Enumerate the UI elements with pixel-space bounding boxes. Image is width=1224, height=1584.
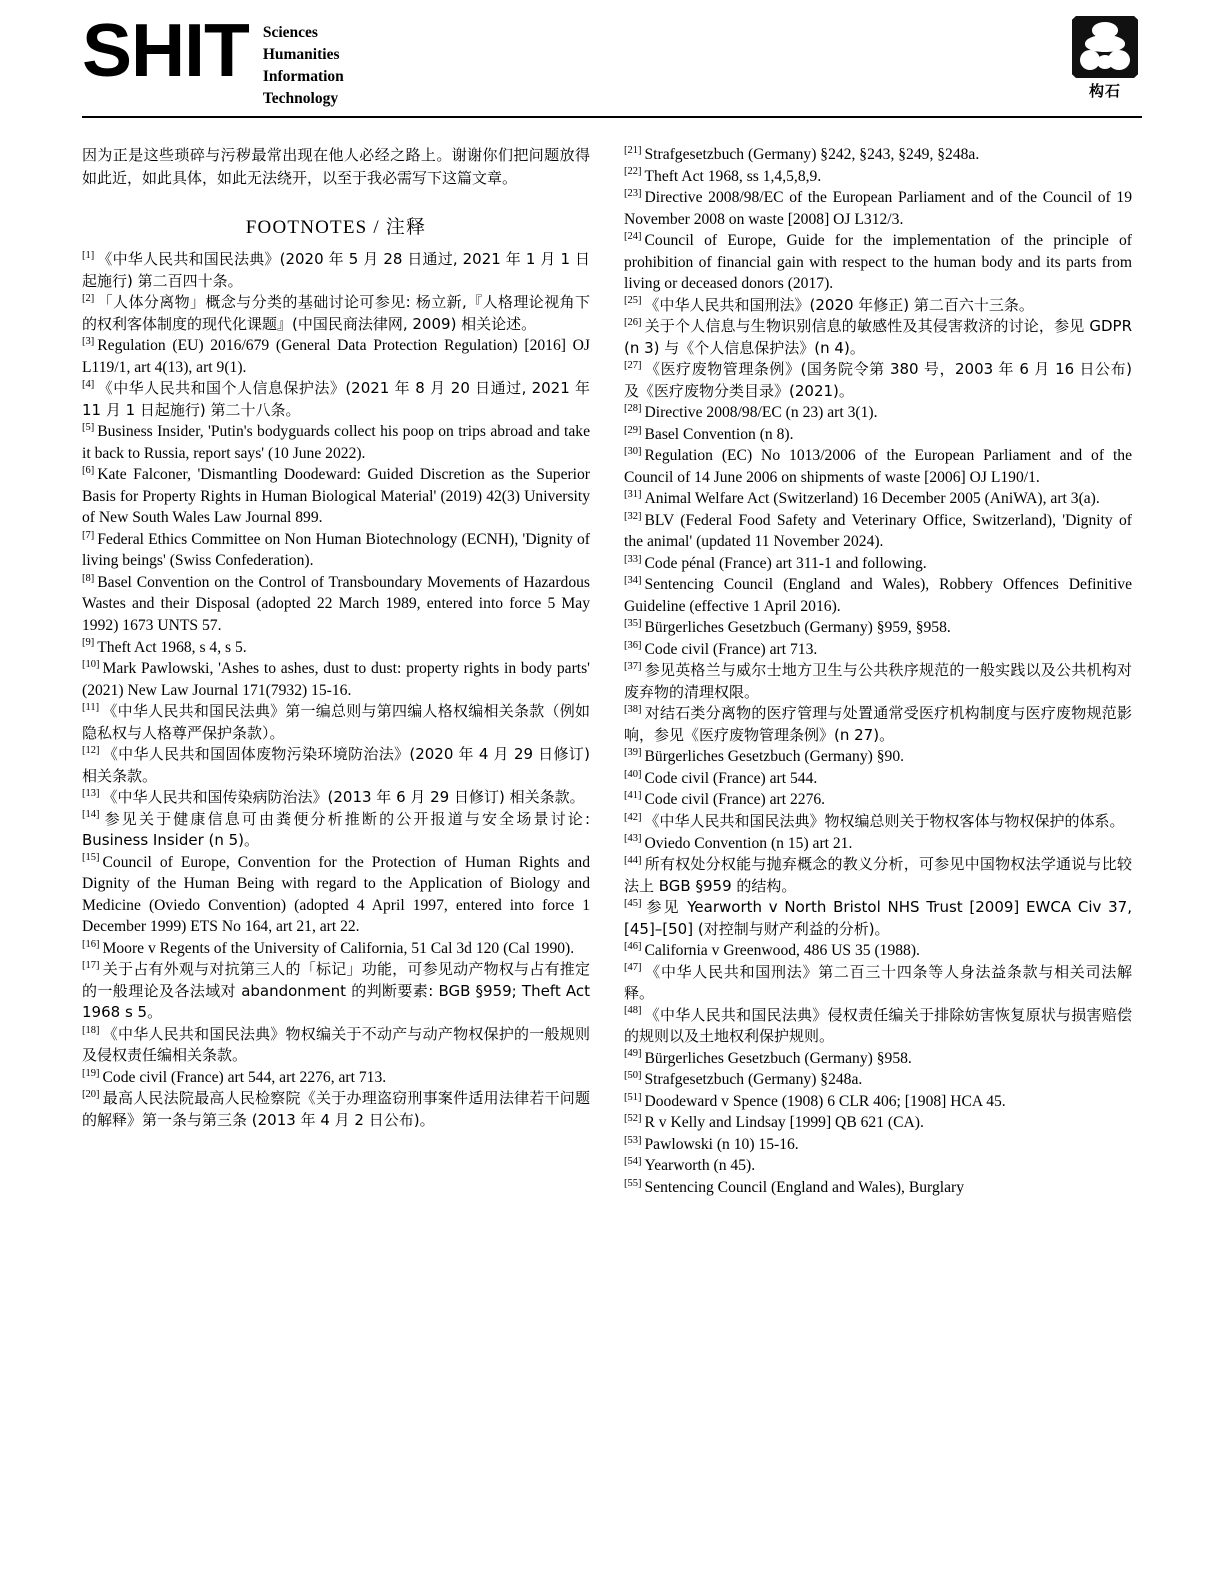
footnote-text: R v Kelly and Lindsay [1999] QB 621 (CA). [644,1114,924,1132]
footnote-item [624,359,1132,402]
footnote-item [624,854,1132,897]
footnote-text: 《中华人民共和国民法典》(2020 年 5 月 28 日通过, 2021 年 1 月 1 日起施行) 第二百四十条。 [82,250,590,290]
logo [1068,16,1142,101]
footnote-item [82,421,590,464]
footnote-text: Moore v Regents of the University of California, 51 Cal 3d 120 (Cal 1990). [102,939,575,957]
footnote-item [82,658,590,701]
footnote-item [624,424,1132,446]
footnote-marker: [6] [82,465,95,477]
footnote-item [624,553,1132,575]
footnote-marker: [11] [82,701,100,713]
footnote-item [82,378,590,421]
footnote-text: 参见 Yearworth v North Bristol NHS Trust [2009] EWCA Civ 37, [45]–[50] (对控制与财产利益的分析)。 [624,898,1132,938]
footnote-text: Sentencing Council (England and Wales), Robbery Offences Definitive Guideline (effective 1 April 2016). [624,576,1132,615]
footnote-text: Sentencing Council (England and Wales), Burglary [644,1178,965,1196]
footnote-marker: [4] [82,379,95,391]
footnote-item [624,1155,1132,1177]
footnote-text: Strafgesetzbuch (Germany) §248a. [644,1071,863,1089]
footnote-marker: [46] [624,940,642,952]
poop-stack-icon [1072,16,1138,78]
footnote-marker: [2] [82,293,95,305]
footnote-marker: [55] [624,1177,642,1189]
footnote-item [624,833,1132,855]
footnote-text: Code civil (France) art 2276. [644,791,826,809]
footnote-item [624,1177,1132,1199]
footnote-item [624,187,1132,230]
footnote-item [624,768,1132,790]
footnote-item [82,529,590,572]
footnote-marker: [18] [82,1024,100,1036]
footnote-marker: [8] [82,572,95,584]
brand [82,8,344,110]
footnote-text: 《中华人民共和国固体废物污染环境防治法》(2020 年 4 月 29 日修订) 相关条款。 [82,745,590,785]
footnote-item [82,701,590,744]
footnote-item [82,249,590,292]
footnote-marker: [27] [624,359,642,371]
footnote-text: 「人体分离物」概念与分类的基础讨论可参见: 杨立新,『人格理论视角下的权利客体制度的现代化课题』(中国民商法律网, 2009) 相关论述。 [82,293,590,333]
footnote-marker: [48] [624,1005,642,1017]
footnote-text: 对结石类分离物的医疗管理与处置通常受医疗机构制度与医疗废物规范影响，参见《医疗废物管理条例》(n 27)。 [624,704,1132,744]
footnote-item [624,897,1132,940]
footnote-item [82,292,590,335]
footnote-item [624,166,1132,188]
footnote-marker: [23] [624,187,642,199]
footnote-marker: [43] [624,833,642,845]
footnote-text: Code civil (France) art 544. [644,769,818,787]
footnote-item [624,1005,1132,1048]
footnote-item [82,464,590,529]
footnote-item [82,852,590,938]
footnote-marker: [32] [624,510,642,522]
footnote-item [624,660,1132,703]
footnote-text: 所有权处分权能与抛弃概念的教义分析，可参见中国物权法学通说与比较法上 BGB §959 的结构。 [624,855,1132,895]
footnote-item [82,1024,590,1067]
footnote-marker: [17] [82,960,100,972]
footnote-text: Doodeward v Spence (1908) 6 CLR 406; [1908] HCA 45. [644,1092,1006,1110]
footnote-marker: [36] [624,639,642,651]
footnote-text: 《中华人民共和国刑法》第二百三十四条等人身法益条款与相关司法解释。 [624,962,1132,1003]
footnote-text: 《中华人民共和国民法典》物权编关于不动产与动产物权保护的一般规则及侵权责任编相关条款。 [82,1024,590,1065]
footnote-marker: [21] [624,144,642,156]
footnote-marker: [53] [624,1134,642,1146]
footnote-text: Animal Welfare Act (Switzerland) 16 December 2005 (AniWA), art 3(a). [644,490,1100,508]
footnote-marker: [22] [624,166,642,178]
footnote-marker: [42] [624,811,642,823]
footnote-item [624,402,1132,424]
footnote-item [624,940,1132,962]
footnote-item [624,703,1132,746]
footnote-marker: [35] [624,618,642,630]
footnote-item [624,1069,1132,1091]
footnote-text: 参见英格兰与威尔士地方卫生与公共秩序规范的一般实践以及公共机构对废弃物的清理权限。 [624,661,1132,701]
footnote-marker: [52] [624,1113,642,1125]
footnote-marker: [5] [82,422,95,434]
footnote-text: Regulation (EC) No 1013/2006 of the European Parliament and of the Council of 14 June 2006 on shipments of waste [2006] OJ L190/1. [624,447,1132,486]
footnote-text: 关于个人信息与生物识别信息的敏感性及其侵害救济的讨论，参见 GDPR (n 3) 与《个人信息保护法》(n 4)。 [624,317,1132,357]
footnote-text: Council of Europe, Guide for the implementation of the principle of prohibition of financial gain with respect to the human body and its parts from living or deceased donors (2017). [624,232,1132,293]
footnote-text: Oviedo Convention (n 15) art 21. [644,834,853,852]
footnote-marker: [31] [624,489,642,501]
footnote-marker: [10] [82,658,100,670]
footnote-text: Theft Act 1968, ss 1,4,5,8,9. [644,167,822,185]
footnote-item [82,335,590,378]
footnote-marker: [47] [624,962,642,974]
footnote-marker: [33] [624,553,642,565]
right-footnote-list [624,144,1132,1198]
footnote-item [624,1112,1132,1134]
footnotes-heading: FOOTNOTES / 注释 [245,217,427,238]
footnote-item [82,1067,590,1089]
footnote-text: Code pénal (France) art 311-1 and following. [644,554,927,572]
brand-word-technology: Technology [262,90,339,107]
footnote-marker: [13] [82,787,100,799]
footnote-marker: [30] [624,446,642,458]
footnote-text: California v Greenwood, 486 US 35 (1988). [644,942,920,960]
footnote-marker: [26] [624,316,642,328]
footnote-text: Basel Convention (n 8). [644,425,794,443]
footnote-text: 《中华人民共和国个人信息保护法》(2021 年 8 月 20 日通过, 2021 年 11 月 1 日起施行) 第二十八条。 [82,379,590,419]
left-footnote-list [82,249,590,1131]
footnote-item [624,316,1132,359]
footnote-marker: [16] [82,938,100,950]
footnote-item [624,617,1132,639]
footnote-marker: [34] [624,575,642,587]
brand-title: SHIT [82,8,249,92]
footnote-marker: [28] [624,403,642,414]
footnote-item [82,572,590,637]
footnote-item [624,789,1132,811]
footnote-item [624,1091,1132,1113]
footnote-text: Business Insider, 'Putin's bodyguards collect his poop on trips abroad and take it back to Russia, report says' (10 June 2022). [82,423,590,462]
footnote-marker: [12] [82,744,100,756]
footnote-text: Mark Pawlowski, 'Ashes to ashes, dust to dust: property rights in body parts' (2021) New Law Journal 171(7932) 15-16. [82,660,590,699]
footnote-marker: [24] [624,230,642,242]
right-column [624,144,1132,1198]
footnote-item [624,1134,1132,1156]
footnote-text: 《中华人民共和国民法典》侵权责任编关于排除妨害恢复原状与损害赔偿的规则以及土地权利保护规则。 [624,1005,1132,1046]
footnote-item [624,811,1132,833]
brand-words [263,16,344,110]
footnote-item [82,809,590,852]
footnote-marker: [54] [624,1156,642,1168]
brand-word-information: Information [262,68,344,85]
footnote-text: Basel Convention on the Control of Transboundary Movements of Hazardous Wastes and their Disposal (adopted 22 March 1989, entered into force 5 May 1992) 1673 UNTS 57. [82,573,590,634]
footnote-item [82,1088,590,1131]
footnote-text: Bürgerliches Gesetzbuch (Germany) §90. [644,748,905,766]
brand-word-humanities: Humanities [262,46,340,63]
footnote-item [624,295,1132,317]
footnote-text: 参见关于健康信息可由粪便分析推断的公开报道与安全场景讨论: Business Insider (n 5)。 [82,809,590,850]
footnote-marker: [7] [82,529,95,541]
footnote-text: Directive 2008/98/EC (n 23) art 3(1). [644,404,878,422]
footnote-marker: [15] [82,852,100,864]
footnote-marker: [19] [82,1067,100,1079]
footnote-marker: [44] [624,854,642,866]
footnote-item [624,962,1132,1005]
footnote-text: 《中华人民共和国民法典》第一编总则与第四编人格权编相关条款（例如隐私权与人格尊严保护条款）。 [82,702,590,742]
footnote-marker: [14] [82,809,100,821]
footnote-item [82,744,590,787]
footnote-text: Federal Ethics Committee on Non Human Biotechnology (ECNH), 'Dignity of living beings' (Swiss Confederation). [82,530,590,570]
footnote-text: 《中华人民共和国传染病防治法》(2013 年 6 月 29 日修订) 相关条款。 [102,788,585,807]
footnote-item [624,510,1132,553]
logo-caption: 构石 [1088,82,1121,100]
footnote-text: BLV (Federal Food Safety and Veterinary Office, Switzerland), 'Dignity of the animal' (updated 11 November 2024). [624,511,1132,551]
footnote-marker: [38] [624,704,642,716]
footnote-marker: [20] [82,1089,100,1101]
footnote-marker: [25] [624,295,642,307]
footnote-marker: [50] [624,1069,642,1081]
footnote-item [82,959,590,1024]
footnote-marker: [37] [624,661,642,673]
footnote-text: Code civil (France) art 713. [644,640,818,658]
footnote-item [624,488,1132,510]
footnote-text: Code civil (France) art 544, art 2276, art 713. [102,1068,387,1086]
footnote-text: Bürgerliches Gesetzbuch (Germany) §959, §958. [644,619,951,637]
footnote-marker: [45] [624,897,642,909]
footnote-marker: [1] [82,250,95,262]
footnote-text: Strafgesetzbuch (Germany) §242, §243, §249, §248a. [644,146,980,163]
body-columns [82,144,1142,1198]
footnote-text: 《中华人民共和国民法典》物权编总则关于物权客体与物权保护的体系。 [644,811,1125,830]
footnote-item [624,230,1132,295]
footnote-item [624,639,1132,661]
footnote-item [82,637,590,659]
footnote-item [82,938,590,960]
footnote-marker: [51] [624,1091,642,1103]
brand-word-sciences: Sciences [262,24,318,41]
footnote-text: Yearworth (n 45). [644,1157,756,1175]
footnote-text: Kate Falconer, 'Dismantling Doodeward: Guided Discretion as the Superior Basis for Property Rights in Human Biological Material' (2019) 42(3) University of New South Wales Law Journal 899. [82,466,590,527]
footnote-text: Regulation (EU) 2016/679 (General Data Protection Regulation) [2016] OJ L119/1, art 4(13), art 9(1). [82,337,590,376]
footnote-item [624,445,1132,488]
footnote-text: 《中华人民共和国刑法》(2020 年修正) 第二百六十三条。 [644,295,1034,314]
footnote-marker: [9] [82,637,95,649]
intro-paragraph: 因为正是这些琐碎与污秽最常出现在他人必经之路上。谢谢你们把问题放得如此近，如此具体，如此无法绕开，以至于我必需写下这篇文章。 [82,146,590,187]
footnote-marker: [39] [624,747,642,759]
footnote-text: Council of Europe, Convention for the Protection of Human Rights and Dignity of the Human Being with regard to the Application of Biology and Medicine (Oviedo Convention) (adopted 4 April 1997, entered into force 1 December 1999) ETS No 164, art 21, art 22. [82,853,590,936]
footnote-text: 最高人民法院最高人民检察院《关于办理盗窃刑事案件适用法律若干问题的解释》第一条与第三条 (2013 年 4 月 2 日公布)。 [82,1089,590,1129]
footnote-item [624,746,1132,768]
footnote-marker: [49] [624,1048,642,1060]
masthead [82,8,1142,118]
left-column [82,144,590,1198]
footnote-text: 《医疗废物管理条例》(国务院令第 380 号，2003 年 6 月 16 日公布) 及《医疗废物分类目录》(2021)。 [624,360,1132,400]
footnote-marker: [40] [624,768,642,780]
footnote-item [624,144,1132,166]
footnote-item [82,787,590,809]
footnote-item [624,574,1132,617]
footnote-text: Bürgerliches Gesetzbuch (Germany) §958. [644,1049,912,1067]
footnote-text: Pawlowski (n 10) 15-16. [644,1135,799,1153]
footnote-text: Directive 2008/98/EC of the European Parliament and of the Council of 19 November 2008 on waste [2008] OJ L312/3. [624,189,1132,228]
footnote-marker: [3] [82,336,95,348]
footnote-text: 关于占有外观与对抗第三人的「标记」功能，可参见动产物权与占有推定的一般理论及各法域对 abandonment 的判断要素: BGB §959; Theft Act 1968 s 5。 [82,960,590,1022]
footnote-text: Theft Act 1968, s 4, s 5. [97,638,247,656]
footnote-marker: [29] [624,424,642,436]
footnote-item [624,1048,1132,1070]
footnote-marker: [41] [624,790,642,802]
